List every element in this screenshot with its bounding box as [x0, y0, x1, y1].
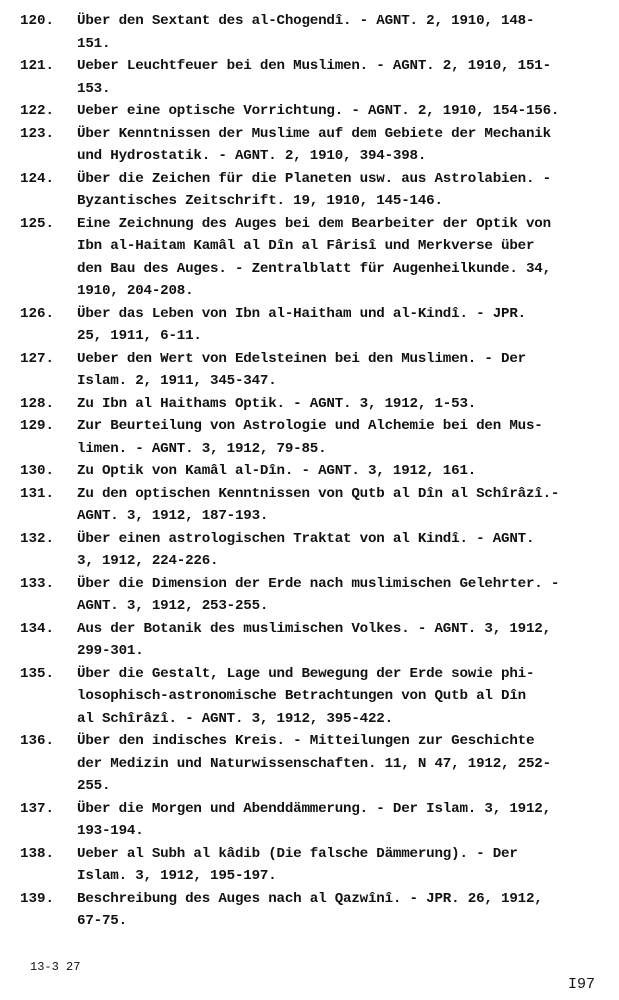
bibliography-entry — [20, 483, 614, 528]
entry-text: Über die Morgen und Abenddämmerung. - Der Islam. 3, 1912, 193-194. — [77, 800, 551, 839]
bibliography-list — [20, 10, 614, 933]
entry-text: Über die Zeichen für die Planeten usw. aus Astrolabien. - Byzantisches Zeitschrift. 19, 1910, 145-146. — [77, 170, 551, 209]
entry-text: Ueber eine optische Vorrichtung. - AGNT. 2, 1910, 154-156. — [77, 103, 560, 119]
bibliography-entry — [20, 303, 614, 348]
bibliography-entry — [20, 730, 614, 798]
page-number: I97 — [568, 976, 596, 993]
entry-number: 128. — [20, 395, 55, 412]
entry-number: 133. — [20, 575, 55, 592]
bibliography-entry — [20, 843, 614, 888]
bibliography-entry — [20, 888, 614, 933]
entry-text: Zur Beurteilung von Astrologie und Alchemie bei den Mus- limen. - AGNT. 3, 1912, 79-85. — [77, 418, 543, 457]
entry-text: Ueber Leuchtfeuer bei den Muslimen. - AGNT. 2, 1910, 151- 153. — [77, 58, 551, 97]
entry-text: Ueber den Wert von Edelsteinen bei den Muslimen. - Der Islam. 2, 1911, 345-347. — [77, 350, 526, 389]
entry-text: Über den indisches Kreis. - Mitteilungen zur Geschichte der Medizin und Naturwissenschaften. 11, N 47, 1912, 252- 255. — [77, 733, 551, 794]
entry-text: Beschreibung des Auges nach al Qazwînî. - JPR. 26, 1912, 67-75. — [77, 890, 543, 929]
entry-number: 122. — [20, 103, 55, 119]
entry-text: Zu Optik von Kamâl al-Dîn. - AGNT. 3, 1912, 161. — [77, 463, 477, 479]
entry-number: 135. — [20, 665, 55, 682]
bibliography-entry — [20, 168, 614, 213]
bibliography-entry — [20, 100, 614, 123]
entry-number: 125. — [20, 215, 55, 232]
bibliography-entry — [20, 798, 614, 843]
bibliography-entry — [20, 393, 614, 416]
entry-number: 136. — [20, 733, 55, 749]
entry-number: 126. — [20, 305, 55, 322]
entry-text: Über das Leben von Ibn al-Haitham und al-Kindî. - JPR. 25, 1911, 6-11. — [77, 305, 526, 344]
bibliography-entry — [20, 10, 614, 55]
entry-text: Zu den optischen Kenntnissen von Qutb al Dîn al Schîrâzî.- AGNT. 3, 1912, 187-193. — [77, 485, 560, 524]
entry-number: 138. — [20, 845, 55, 862]
entry-number: 139. — [20, 890, 55, 907]
entry-number: 137. — [20, 800, 55, 817]
entry-number: 123. — [20, 125, 55, 142]
bibliography-entry — [20, 663, 614, 731]
entry-text: Über den Sextant des al-Chogendî. - AGNT. 2, 1910, 148- 151. — [77, 13, 535, 52]
bibliography-entry — [20, 213, 614, 303]
entry-text: Über die Gestalt, Lage und Bewegung der Erde sowie phi- losophisch-astronomische Betrachtungen von Qutb al Dîn al Schîrâzî. - AGNT. 3, 1912, 395-422. — [77, 665, 535, 727]
bibliography-entry — [20, 528, 614, 573]
entry-number: 124. — [20, 170, 55, 187]
entry-text: Über die Dimension der Erde nach muslimischen Gelehrter. - AGNT. 3, 1912, 253-255. — [77, 575, 560, 614]
entry-text: Zu Ibn al Haithams Optik. - AGNT. 3, 1912, 1-53. — [77, 395, 477, 412]
entry-text: Ueber al Subh al kâdib (Die falsche Dämmerung). - Der Islam. 3, 1912, 195-197. — [77, 845, 518, 884]
entry-number: 132. — [20, 530, 55, 547]
entry-text: Eine Zeichnung des Auges bei dem Bearbeiter der Optik von Ibn al-Haitam Kamâl al Dîn al Fârisî und Merkverse über den Bau des Auges. - Zentralblatt für Augenheilkunde. 34, 1910, 204-208. — [77, 215, 551, 299]
entry-number: 127. — [20, 350, 55, 367]
bibliography-entry — [20, 123, 614, 168]
entry-number: 130. — [20, 463, 55, 479]
bibliography-entry — [20, 348, 614, 393]
entry-text: Aus der Botanik des muslimischen Volkes. - AGNT. 3, 1912, 299-301. — [77, 620, 551, 659]
entry-number: 131. — [20, 485, 55, 502]
entry-text: Über einen astrologischen Traktat von al Kindî. - AGNT. 3, 1912, 224-226. — [77, 530, 535, 569]
bibliography-entry — [20, 415, 614, 460]
entry-text: Über Kenntnissen der Muslime auf dem Gebiete der Mechanik und Hydrostatik. - AGNT. 2, 1910, 394-398. — [77, 125, 551, 164]
footer-code: 13-3 27 — [30, 960, 81, 974]
bibliography-entry — [20, 460, 614, 483]
entry-number: 121. — [20, 58, 55, 74]
entry-number: 120. — [20, 13, 55, 29]
bibliography-entry — [20, 573, 614, 618]
bibliography-entry — [20, 618, 614, 663]
entry-number: 129. — [20, 418, 55, 434]
entry-number: 134. — [20, 620, 55, 637]
bibliography-entry — [20, 55, 614, 100]
